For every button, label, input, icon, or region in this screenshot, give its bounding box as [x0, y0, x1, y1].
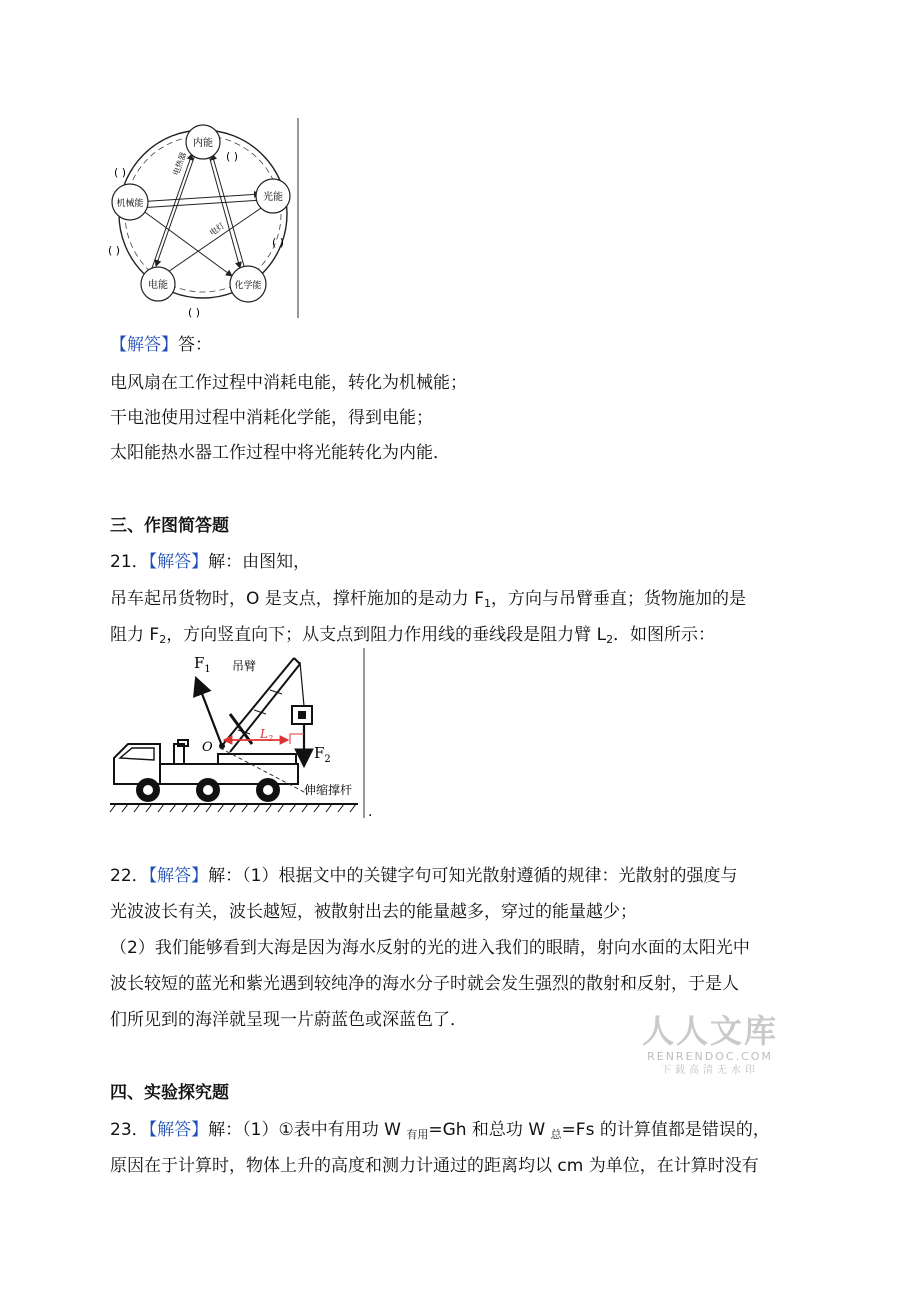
answer-line-1: 电风扇在工作过程中消耗电能，转化为机械能； — [110, 373, 467, 393]
label-f2: $F_2$ — [314, 744, 331, 765]
q23-tag: 【解答】 — [148, 1120, 209, 1140]
energy-node-internal — [186, 125, 220, 159]
watermark — [640, 1012, 780, 1078]
energy-node-light — [256, 179, 290, 213]
q22-line-3: （2）我们能够看到大海是因为海水反射的光的进入我们的眼睛，射向水面的太阳光中 — [110, 938, 750, 958]
q22-tag: 【解答】 — [148, 866, 209, 886]
answer-intro-line — [110, 334, 212, 356]
label-pivot-o: O — [202, 740, 213, 755]
svg-text:电能: 电能 — [148, 280, 168, 291]
watermark-title: 人人文库 — [641, 1012, 778, 1050]
q22-line-1: 22．【解答】解：（1）根据文中的关键字句可知光散射遵循的规律：光散射的强度与 — [110, 866, 738, 886]
q23-line-2: 原因在于计算时，物体上升的高度和测力计通过的距离均以 cm 为单位，在计算时没有 — [110, 1156, 759, 1176]
q21-line-1: 吊车起吊货物时，O 是支点，撑杆施加的是动力 $F_1$，方向与吊臂垂直；货物施加的是 — [110, 589, 746, 610]
answer-line-2: 干电池使用过程中消耗化学能，得到电能； — [110, 408, 433, 428]
answer-tag: 【解答】 — [110, 335, 178, 355]
section-4-title: 四、实验探究题 — [110, 1083, 229, 1103]
blank-4: ( ) — [272, 236, 285, 249]
label-f1: $F_1$ — [194, 654, 211, 675]
blank-3: ( ) — [114, 166, 127, 179]
section-3-title: 三、作图简答题 — [110, 516, 229, 536]
q23-line-1: 23．【解答】解：（1）①表中有用功 W $_{有用}$=Gh 和总功 W $_总$=Fs 的计算值都是错误的， — [110, 1120, 770, 1141]
svg-text:内能: 内能 — [193, 138, 213, 149]
label-l2: $L_2$ — [260, 727, 274, 743]
q22-line-4: 波长较短的蓝光和紫光遇到较纯净的海水分子时就会发生强烈的散射和反射，于是人 — [110, 974, 739, 994]
arrow-label-heater: 电热器 — [171, 151, 189, 177]
arrow-label-lamp: 电灯 — [207, 221, 227, 238]
answer-intro: 答： — [178, 335, 212, 355]
label-strut: 伸缩撑杆 — [304, 783, 353, 797]
crane-lever-diagram — [108, 648, 383, 820]
q22-line-5: 们所见到的海洋就呈现一片蔚蓝色或深蓝色了． — [110, 1010, 467, 1030]
q22-line-2: 光波波长有关，波长越短，被散射出去的能量越多，穿过的能量越少； — [110, 902, 637, 922]
svg-text:机械能: 机械能 — [116, 199, 144, 209]
trailing-dot: . — [368, 804, 373, 820]
blank-1: ( ) — [226, 150, 239, 163]
energy-node-chemical — [230, 266, 266, 302]
blank-2: ( ) — [108, 244, 121, 257]
energy-node-electric — [141, 267, 175, 301]
svg-text:化学能: 化学能 — [234, 281, 262, 291]
q21-line-2: 阻力 $F_2$，方向竖直向下；从支点到阻力作用线的垂线段是阻力臂 $L_2$．如图所示： — [110, 625, 716, 646]
q21-intro-line: 21．【解答】解：由图知， — [110, 552, 311, 572]
svg-text:光能: 光能 — [263, 192, 283, 203]
energy-node-mechanical — [112, 184, 148, 220]
energy-conversion-diagram — [108, 118, 300, 318]
watermark-slogan: 下载高清无水印 — [661, 1065, 759, 1076]
q21-tag: 【解答】 — [148, 552, 209, 572]
label-boom: 吊臂 — [232, 659, 257, 673]
watermark-domain: RENRENDOC.COM — [647, 1050, 773, 1063]
answer-line-3: 太阳能热水器工作过程中将光能转化为内能． — [110, 443, 450, 463]
blank-5: ( ) — [188, 306, 201, 318]
